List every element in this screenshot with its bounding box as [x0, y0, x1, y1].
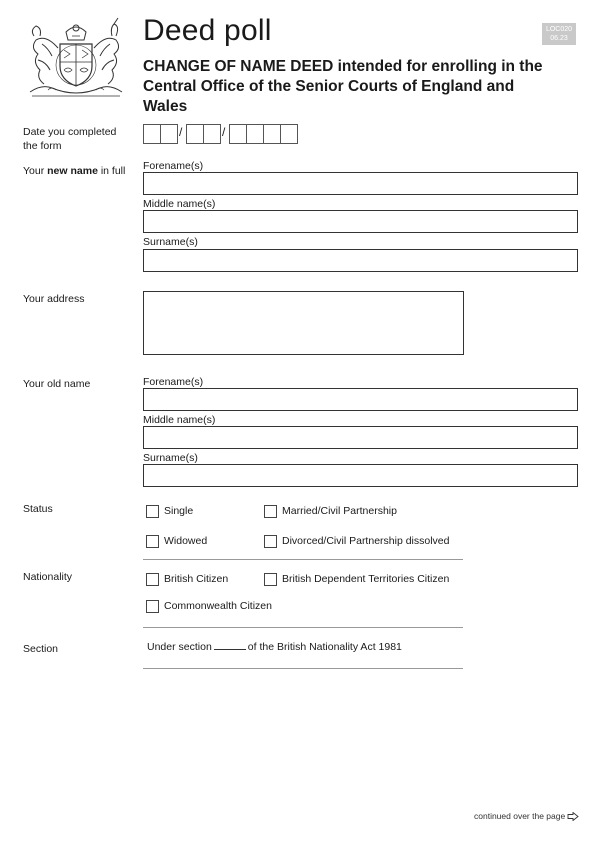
old-surname-field[interactable] — [143, 464, 578, 487]
section-number-field[interactable] — [214, 649, 246, 650]
nationality-commonwealth-label: Commonwealth Citizen — [164, 600, 272, 612]
date-label: Date you completed the form — [23, 126, 117, 152]
status-married-checkbox[interactable] — [264, 505, 277, 518]
new-surname-field[interactable] — [143, 249, 578, 272]
nationality-british-label: British Citizen — [164, 573, 229, 585]
address-label: Your address — [23, 293, 85, 305]
nationality-british-checkbox[interactable] — [146, 573, 159, 586]
section-statement: Under section of the British Nationality Act 1981 — [147, 641, 402, 653]
continued-note: continued over the page — [474, 811, 566, 821]
status-single-label: Single — [164, 505, 194, 517]
nationality-dependent-label: British Dependent Territories Citizen — [282, 573, 450, 585]
nationality-dependent-checkbox[interactable] — [264, 573, 277, 586]
page-subtitle: CHANGE OF NAME DEED intended for enrolling in the Central Office of the Senior Courts of England and Wales — [143, 58, 543, 115]
form-version: 06.23 — [550, 35, 568, 42]
year-field[interactable] — [229, 124, 298, 144]
arrow-right-icon — [567, 812, 579, 821]
old-forename-label: Forename(s) — [143, 376, 204, 388]
form-code: LOC020 — [545, 26, 573, 33]
nationality-divider — [143, 627, 463, 628]
date-separator: / — [222, 125, 226, 139]
status-single-checkbox[interactable] — [146, 505, 159, 518]
month-field[interactable] — [186, 124, 221, 144]
nationality-commonwealth-checkbox[interactable] — [146, 600, 159, 613]
new-surname-label: Surname(s) — [143, 236, 198, 248]
old-middle-name-field[interactable] — [143, 426, 578, 449]
section-label: Section — [23, 643, 59, 655]
old-middle-name-label: Middle name(s) — [143, 414, 216, 426]
status-label: Status — [23, 503, 53, 515]
address-field[interactable] — [143, 291, 464, 355]
new-middle-name-field[interactable] — [143, 210, 578, 233]
form-code-badge — [542, 23, 576, 45]
new-name-label: Your new name in full — [23, 165, 126, 177]
date-separator: / — [179, 125, 183, 139]
nationality-label: Nationality — [23, 571, 73, 583]
status-married-label: Married/Civil Partnership — [282, 505, 397, 517]
status-widowed-label: Widowed — [164, 535, 208, 547]
old-name-label: Your old name — [23, 378, 91, 390]
status-divider — [143, 559, 463, 560]
day-field[interactable] — [143, 124, 178, 144]
status-widowed-checkbox[interactable] — [146, 535, 159, 548]
new-forename-field[interactable] — [143, 172, 578, 195]
section-divider — [143, 668, 463, 669]
page-title: Deed poll — [143, 14, 272, 47]
royal-coat-of-arms-logo — [22, 14, 130, 100]
status-divorced-label: Divorced/Civil Partnership dissolved — [282, 535, 450, 547]
new-forename-label: Forename(s) — [143, 160, 204, 172]
old-surname-label: Surname(s) — [143, 452, 198, 464]
old-forename-field[interactable] — [143, 388, 578, 411]
status-divorced-checkbox[interactable] — [264, 535, 277, 548]
new-middle-name-label: Middle name(s) — [143, 198, 216, 210]
